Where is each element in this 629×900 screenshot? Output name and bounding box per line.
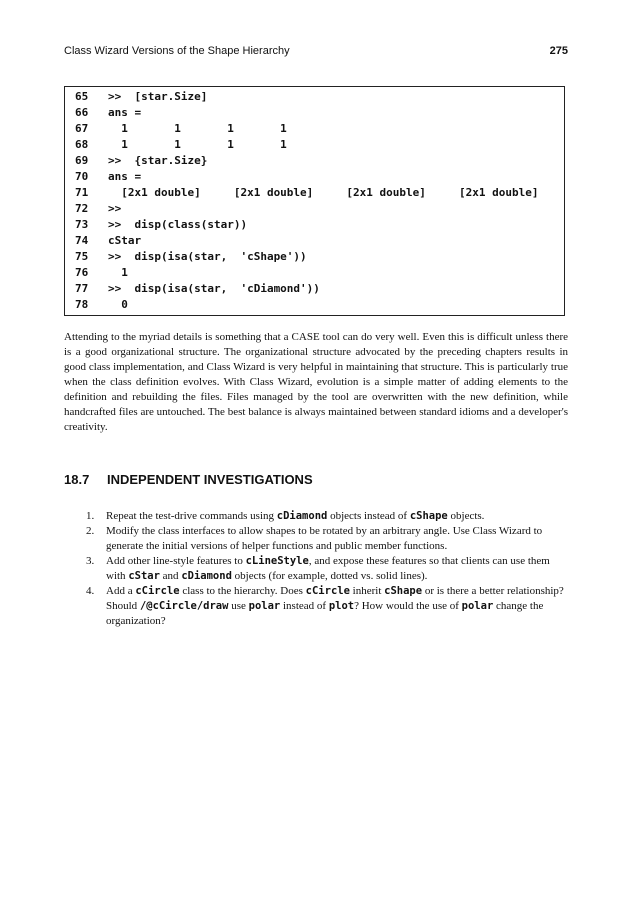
inline-code: cCircle xyxy=(135,585,180,597)
code-text: >> disp(class(star)) xyxy=(108,218,248,231)
item-number: 3. xyxy=(86,555,95,567)
code-line xyxy=(75,185,538,200)
inline-code: /@cCircle/draw xyxy=(139,600,229,612)
line-number: 74 xyxy=(75,234,89,247)
inline-code: cDiamond xyxy=(276,510,328,522)
item-number: 4. xyxy=(86,585,95,597)
code-text: [2x1 double] [2x1 double] [2x1 double] [2x1 double] xyxy=(108,186,539,199)
code-line xyxy=(75,137,287,152)
code-text: ans = xyxy=(108,106,142,119)
line-number: 75 xyxy=(75,250,89,263)
line-number: 76 xyxy=(75,266,89,279)
section-number: 18.7 xyxy=(64,472,90,487)
line-number: 72 xyxy=(75,202,89,215)
inline-code: plot xyxy=(328,600,355,612)
code-text: ans = xyxy=(108,170,142,183)
inline-code: cShape xyxy=(409,510,448,522)
code-line xyxy=(75,281,320,296)
list-item: 3. Add other line-style features to cLineStyle, and expose these features so that clients can use them with cStar and cDiamond objects (for example, dotted vs. solid lines). xyxy=(86,555,550,582)
section-heading xyxy=(64,472,313,487)
line-number: 70 xyxy=(75,170,89,183)
line-number: 67 xyxy=(75,122,89,135)
inline-code: cLineStyle xyxy=(245,555,309,567)
line-number: 77 xyxy=(75,282,89,295)
code-text: 1 1 1 1 xyxy=(108,122,287,135)
code-text: >> {star.Size} xyxy=(108,154,208,167)
inline-code: cDiamond xyxy=(181,570,232,582)
line-number: 69 xyxy=(75,154,89,167)
code-text: 1 xyxy=(108,266,128,279)
chapter-running-title: Class Wizard Versions of the Shape Hierarchy xyxy=(64,45,290,57)
code-line xyxy=(75,121,287,136)
code-text: cStar xyxy=(108,234,142,247)
inline-code: polar xyxy=(248,600,281,612)
line-number: 68 xyxy=(75,138,89,151)
code-line xyxy=(75,249,307,264)
code-line xyxy=(75,233,141,248)
running-header xyxy=(64,45,568,63)
code-text: >> disp(isa(star, 'cShape')) xyxy=(108,250,307,263)
line-number: 66 xyxy=(75,106,89,119)
line-number: 65 xyxy=(75,90,89,103)
code-text: >> disp(isa(star, 'cDiamond')) xyxy=(108,282,320,295)
code-text: 0 xyxy=(108,298,128,311)
inline-code: cCircle xyxy=(305,585,350,597)
code-line xyxy=(75,89,207,104)
list-item: 4. Add a cCircle class to the hierarchy. Does cCircle inherit cShape or is there a better relationship? Should /@cCircle/draw use polar instead of plot? How would the use of polar change the organization? xyxy=(86,585,564,627)
section-title: INDEPENDENT INVESTIGATIONS xyxy=(107,472,313,487)
investigations-list xyxy=(86,509,568,629)
code-listing xyxy=(64,86,565,316)
code-text: >> [star.Size] xyxy=(108,90,208,103)
code-line xyxy=(75,217,247,232)
body-paragraph: Attending to the myriad details is something that a CASE tool can do very well. Even this is difficult unless there is a good organizational structure. The organizational structure advocated by the preceding chapters results in good class implementation, and Class Wizard is very helpful in maintaining that structure. This is particularly true when the class definition evolves. With Class Wizard, evolution is a simple matter of adding elements to the definition and rebuilding the files. Files managed by the tool are overwritten with the new definition, while handcrafted files are untouched. The best balance is always maintained between standard idioms and a developer's creativity. xyxy=(64,331,568,433)
line-number: 71 xyxy=(75,186,89,199)
list-item: 1. Repeat the test-drive commands using cDiamond objects instead of cShape objects. xyxy=(86,510,485,522)
inline-code: cStar xyxy=(128,570,160,582)
page-number: 275 xyxy=(549,45,568,57)
code-text: >> xyxy=(108,202,122,215)
item-number: 2. xyxy=(86,525,95,537)
list-item: 2. Modify the class interfaces to allow shapes to be rotated by an arbitrary angle. Use Class Wizard to generate the initial versions of helper functions and public member functions. xyxy=(86,525,543,552)
code-line xyxy=(75,265,128,280)
code-text: 1 1 1 1 xyxy=(108,138,287,151)
code-line xyxy=(75,153,207,168)
code-line xyxy=(75,297,128,312)
code-line xyxy=(75,201,121,216)
line-number: 78 xyxy=(75,298,89,311)
code-line xyxy=(75,105,141,120)
code-line xyxy=(75,169,141,184)
item-number: 1. xyxy=(86,510,95,522)
inline-code: polar xyxy=(461,600,494,612)
line-number: 73 xyxy=(75,218,89,231)
inline-code: cShape xyxy=(384,585,423,597)
